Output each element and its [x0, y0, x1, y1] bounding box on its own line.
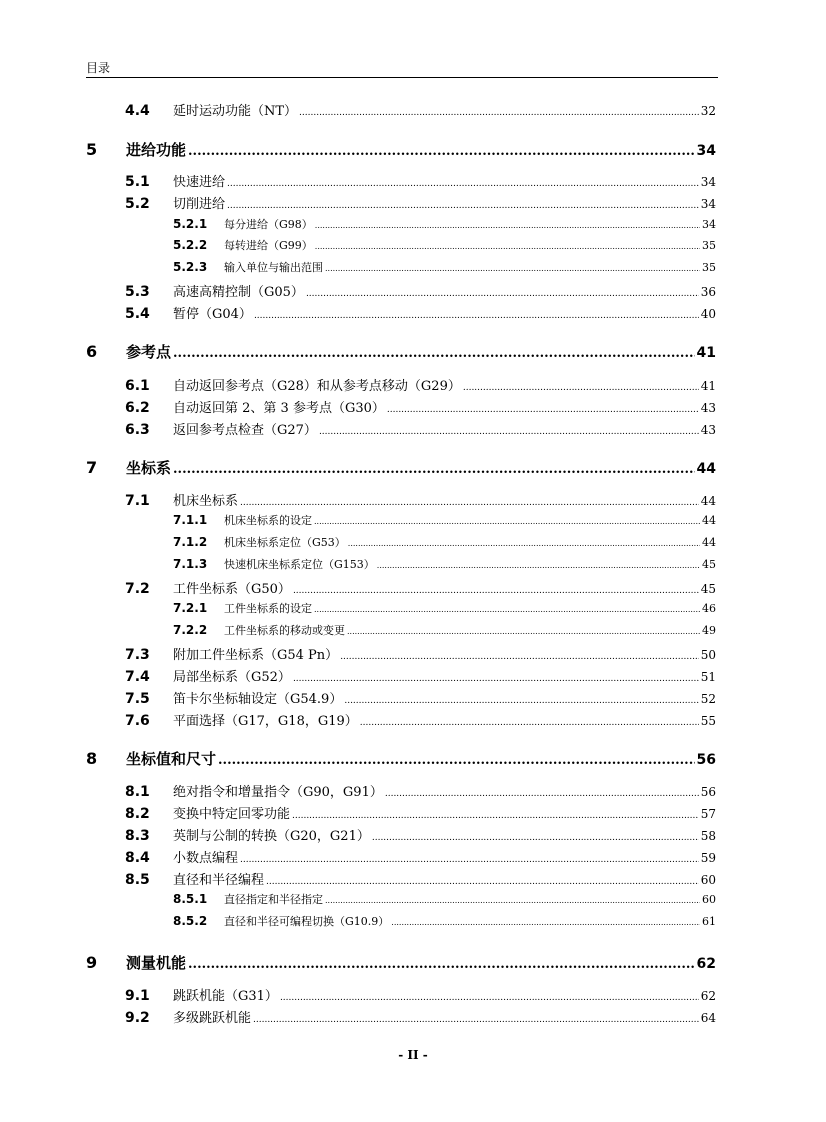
- dot-leader: [173, 462, 695, 477]
- toc-entry-page: 60: [702, 893, 716, 906]
- dot-leader: [280, 993, 699, 1003]
- toc-entry-page: 36: [700, 285, 716, 299]
- toc-subsection-entry[interactable]: [86, 512, 716, 532]
- toc-entry-page: 61: [702, 915, 716, 928]
- toc-entry-title: 快速进给: [173, 175, 226, 190]
- toc-entry-title: 局部坐标系（G52）: [173, 670, 291, 685]
- toc-entry-title: 参考点: [126, 343, 172, 361]
- toc-entry-title: 输入单位与输出范围: [224, 261, 323, 274]
- toc-entry-number: 7.6: [125, 713, 150, 729]
- toc-entry-page: 59: [700, 851, 716, 865]
- toc-section-entry[interactable]: [86, 666, 716, 686]
- toc-chapter-entry[interactable]: [86, 952, 716, 972]
- toc-entry-title: 自动返回第 2、第 3 参考点（G30）: [173, 401, 385, 416]
- toc-entry-number: 5.2.2: [173, 238, 208, 252]
- dot-leader: [325, 896, 700, 905]
- toc-entry-number: 9.1: [125, 988, 150, 1004]
- toc-entry-number: 9.2: [125, 1010, 150, 1026]
- toc-entry-page: 62: [700, 989, 716, 1003]
- toc-subsection-entry[interactable]: [86, 534, 716, 554]
- toc-entry-number: 7.1: [125, 493, 150, 509]
- dot-leader: [315, 221, 700, 230]
- toc-section-entry[interactable]: [86, 578, 716, 598]
- toc-section-entry[interactable]: [86, 847, 716, 867]
- toc-entry-number: 5.4: [125, 306, 150, 322]
- dot-leader: [218, 753, 695, 768]
- toc-section-entry[interactable]: [86, 303, 716, 323]
- toc-entry-title: 快速机床坐标系定位（G153）: [224, 558, 375, 571]
- dot-leader: [315, 242, 700, 251]
- toc-entry-number: 8.4: [125, 850, 150, 866]
- toc-entry-title: 直径指定和半径指定: [224, 893, 323, 906]
- toc-entry-title: 切削进给: [173, 197, 226, 212]
- toc-entry-title: 变换中特定回零功能: [173, 807, 291, 822]
- toc-entry-number: 7.2: [125, 581, 150, 597]
- toc-entry-number: 7.2.2: [173, 623, 208, 637]
- toc-entry-number: 7.5: [125, 691, 150, 707]
- toc-section-entry[interactable]: [86, 281, 716, 301]
- toc-entry-number: 5.2: [125, 196, 150, 212]
- toc-section-entry[interactable]: [86, 985, 716, 1005]
- toc-entry-page: 35: [702, 261, 716, 274]
- toc-entry-page: 46: [702, 602, 716, 615]
- dot-leader: [240, 498, 699, 508]
- toc-entry-title: 工件坐标系的设定: [224, 602, 312, 615]
- toc-entry-number: 6.2: [125, 400, 150, 416]
- dot-leader: [325, 264, 700, 273]
- toc-entry-title: 测量机能: [126, 954, 187, 972]
- dot-leader: [253, 1015, 699, 1025]
- toc-entry-number: 6.1: [125, 378, 150, 394]
- dot-leader: [348, 539, 700, 548]
- toc-entry-title: 进给功能: [126, 141, 187, 159]
- toc-chapter-entry[interactable]: [86, 748, 716, 768]
- toc-entry-number: 8.3: [125, 828, 150, 844]
- toc-entry-title: 英制与公制的转换（G20，G21）: [173, 829, 370, 844]
- toc-entry-page: 49: [702, 624, 716, 637]
- toc-entry-title: 小数点编程: [173, 851, 239, 866]
- toc-subsection-entry[interactable]: [86, 622, 716, 642]
- toc-entry-title: 平面选择（G17，G18，G19）: [173, 714, 358, 729]
- toc-entry-title: 高速高精控制（G05）: [173, 285, 304, 300]
- toc-entry-title: 暂停（G04）: [173, 307, 252, 322]
- toc-entry-number: 5.3: [125, 284, 150, 300]
- toc-entry-number: 7: [86, 458, 98, 477]
- dot-leader: [293, 586, 699, 596]
- toc-section-entry[interactable]: [86, 490, 716, 510]
- toc-entry-number: 8.5.1: [173, 892, 208, 906]
- toc-entry-page: 34: [696, 143, 716, 159]
- toc-entry-page: 56: [700, 785, 716, 799]
- toc-subsection-entry[interactable]: [86, 556, 716, 576]
- toc-entry-number: 9: [86, 953, 98, 972]
- toc-entry-page: 51: [700, 670, 716, 684]
- toc-entry-number: 7.2.1: [173, 601, 208, 615]
- toc-entry-title: 自动返回参考点（G28）和从参考点移动（G29）: [173, 379, 461, 394]
- toc-section-entry[interactable]: [86, 710, 716, 730]
- dot-leader: [340, 652, 699, 662]
- dot-leader: [463, 383, 699, 393]
- toc-section-entry[interactable]: [86, 1007, 716, 1027]
- dot-leader: [299, 108, 699, 118]
- toc-entry-number: 7.1.1: [173, 513, 208, 527]
- toc-entry-page: 41: [696, 345, 716, 361]
- page-number-footer: - II -: [398, 1048, 428, 1062]
- toc-entry-page: 55: [700, 714, 716, 728]
- toc-entry-number: 6: [86, 342, 98, 361]
- toc-chapter-entry[interactable]: [86, 139, 716, 159]
- toc-section-entry[interactable]: [86, 803, 716, 823]
- toc-section-entry[interactable]: [86, 397, 716, 417]
- toc-entry-page: 44: [700, 494, 716, 508]
- toc-entry-title: 笛卡尔坐标轴设定（G54.9）: [173, 692, 343, 707]
- toc-section-entry[interactable]: [86, 193, 716, 213]
- toc-section-entry[interactable]: [86, 781, 716, 801]
- toc-entry-page: 34: [702, 218, 716, 231]
- toc-chapter-entry[interactable]: [86, 457, 716, 477]
- dot-leader: [360, 718, 699, 728]
- dot-leader: [314, 605, 700, 614]
- dot-leader: [391, 918, 700, 927]
- toc-entry-page: 44: [696, 461, 716, 477]
- toc-entry-page: 44: [702, 536, 716, 549]
- toc-subsection-entry[interactable]: [86, 259, 716, 279]
- toc-entry-page: 62: [696, 956, 716, 972]
- toc-entry-page: 40: [700, 307, 716, 321]
- toc-entry-number: 7.3: [125, 647, 150, 663]
- toc-entry-title: 机床坐标系的设定: [224, 514, 312, 527]
- toc-entry-title: 坐标值和尺寸: [126, 750, 217, 768]
- toc-entry-page: 52: [700, 692, 716, 706]
- toc-section-entry[interactable]: [86, 644, 716, 664]
- toc-entry-page: 45: [700, 582, 716, 596]
- toc-entry-title: 返回参考点检查（G27）: [173, 423, 317, 438]
- toc-entry-number: 7.1.2: [173, 535, 208, 549]
- toc-section-entry[interactable]: [86, 825, 716, 845]
- toc-subsection-entry[interactable]: [86, 600, 716, 620]
- toc-entry-title: 每分进给（G98）: [224, 218, 313, 231]
- toc-subsection-entry[interactable]: [86, 891, 716, 911]
- toc-entry-number: 4.4: [125, 103, 150, 119]
- toc-section-entry[interactable]: [86, 375, 716, 395]
- toc-entry-page: 58: [700, 829, 716, 843]
- toc-entry-page: 64: [700, 1011, 716, 1025]
- toc-entry-title: 每转进给（G99）: [224, 239, 313, 252]
- toc-section-entry[interactable]: [86, 869, 716, 889]
- toc-entry-title: 坐标系: [126, 459, 172, 477]
- dot-leader: [385, 789, 699, 799]
- toc-entry-page: 44: [702, 514, 716, 527]
- toc-entry-page: 60: [700, 873, 716, 887]
- toc-entry-page: 43: [700, 423, 716, 437]
- toc-entry-number: 8.2: [125, 806, 150, 822]
- toc-entry-number: 5.2.1: [173, 217, 208, 231]
- toc-entry-title: 延时运动功能（NT）: [173, 104, 298, 119]
- toc-chapter-entry[interactable]: [86, 341, 716, 361]
- toc-entry-title: 跳跃机能（G31）: [173, 989, 278, 1004]
- toc-subsection-entry[interactable]: [86, 237, 716, 257]
- dot-leader: [240, 855, 699, 865]
- toc-entry-title: 多级跳跃机能: [173, 1011, 252, 1026]
- toc-entry-number: 6.3: [125, 422, 150, 438]
- toc-entry-page: 35: [702, 239, 716, 252]
- toc-entry-page: 50: [700, 648, 716, 662]
- toc-entry-title: 绝对指令和增量指令（G90，G91）: [173, 785, 383, 800]
- dot-leader: [347, 627, 700, 636]
- toc-entry-title: 工件坐标系（G50）: [173, 582, 291, 597]
- dot-leader: [188, 957, 695, 972]
- toc-entry-number: 5.1: [125, 174, 150, 190]
- dot-leader: [292, 811, 699, 821]
- toc-entry-number: 7.1.3: [173, 557, 208, 571]
- toc-entry-number: 8.5: [125, 872, 150, 888]
- running-header: [86, 60, 718, 78]
- toc-subsection-entry[interactable]: [86, 913, 716, 933]
- toc-entry-title: 工件坐标系的移动或变更: [224, 624, 345, 637]
- toc-entry-number: 5.2.3: [173, 260, 208, 274]
- toc-subsection-entry[interactable]: [86, 216, 716, 236]
- toc-entry-number: 8.1: [125, 784, 150, 800]
- dot-leader: [254, 311, 699, 321]
- dot-leader: [188, 144, 695, 159]
- toc-entry-number: 5: [86, 140, 98, 159]
- toc-section-entry[interactable]: [86, 171, 716, 191]
- toc-entry-page: 57: [700, 807, 716, 821]
- toc-section-entry[interactable]: [86, 419, 716, 439]
- toc-entry-title: 机床坐标系定位（G53）: [224, 536, 346, 549]
- dot-leader: [314, 517, 700, 526]
- toc-entry-number: 8: [86, 749, 98, 768]
- dot-leader: [227, 201, 699, 211]
- toc-entry-page: 41: [700, 379, 716, 393]
- toc-entry-page: 34: [700, 175, 716, 189]
- toc-entry-page: 43: [700, 401, 716, 415]
- dot-leader: [173, 346, 695, 361]
- toc-entry-page: 56: [696, 752, 716, 768]
- dot-leader: [306, 289, 699, 299]
- toc-entry-page: 45: [702, 558, 716, 571]
- toc-section-entry[interactable]: [86, 100, 716, 120]
- toc-entry-title: 附加工件坐标系（G54 Pn）: [173, 648, 339, 663]
- dot-leader: [227, 179, 699, 189]
- dot-leader: [266, 877, 699, 887]
- dot-leader: [293, 674, 699, 684]
- toc-entry-title: 直径和半径可编程切换（G10.9）: [224, 915, 390, 928]
- header-title: 目录: [86, 61, 111, 75]
- toc-entry-number: 8.5.2: [173, 914, 208, 928]
- toc-section-entry[interactable]: [86, 688, 716, 708]
- dot-leader: [319, 427, 699, 437]
- dot-leader: [344, 696, 698, 706]
- toc-entry-title: 机床坐标系: [173, 494, 239, 509]
- dot-leader: [377, 561, 700, 570]
- toc-entry-page: 32: [700, 104, 716, 118]
- toc-entry-title: 直径和半径编程: [173, 873, 265, 888]
- dot-leader: [387, 405, 699, 415]
- toc-entry-page: 34: [700, 197, 716, 211]
- toc-entry-number: 7.4: [125, 669, 150, 685]
- dot-leader: [372, 833, 699, 843]
